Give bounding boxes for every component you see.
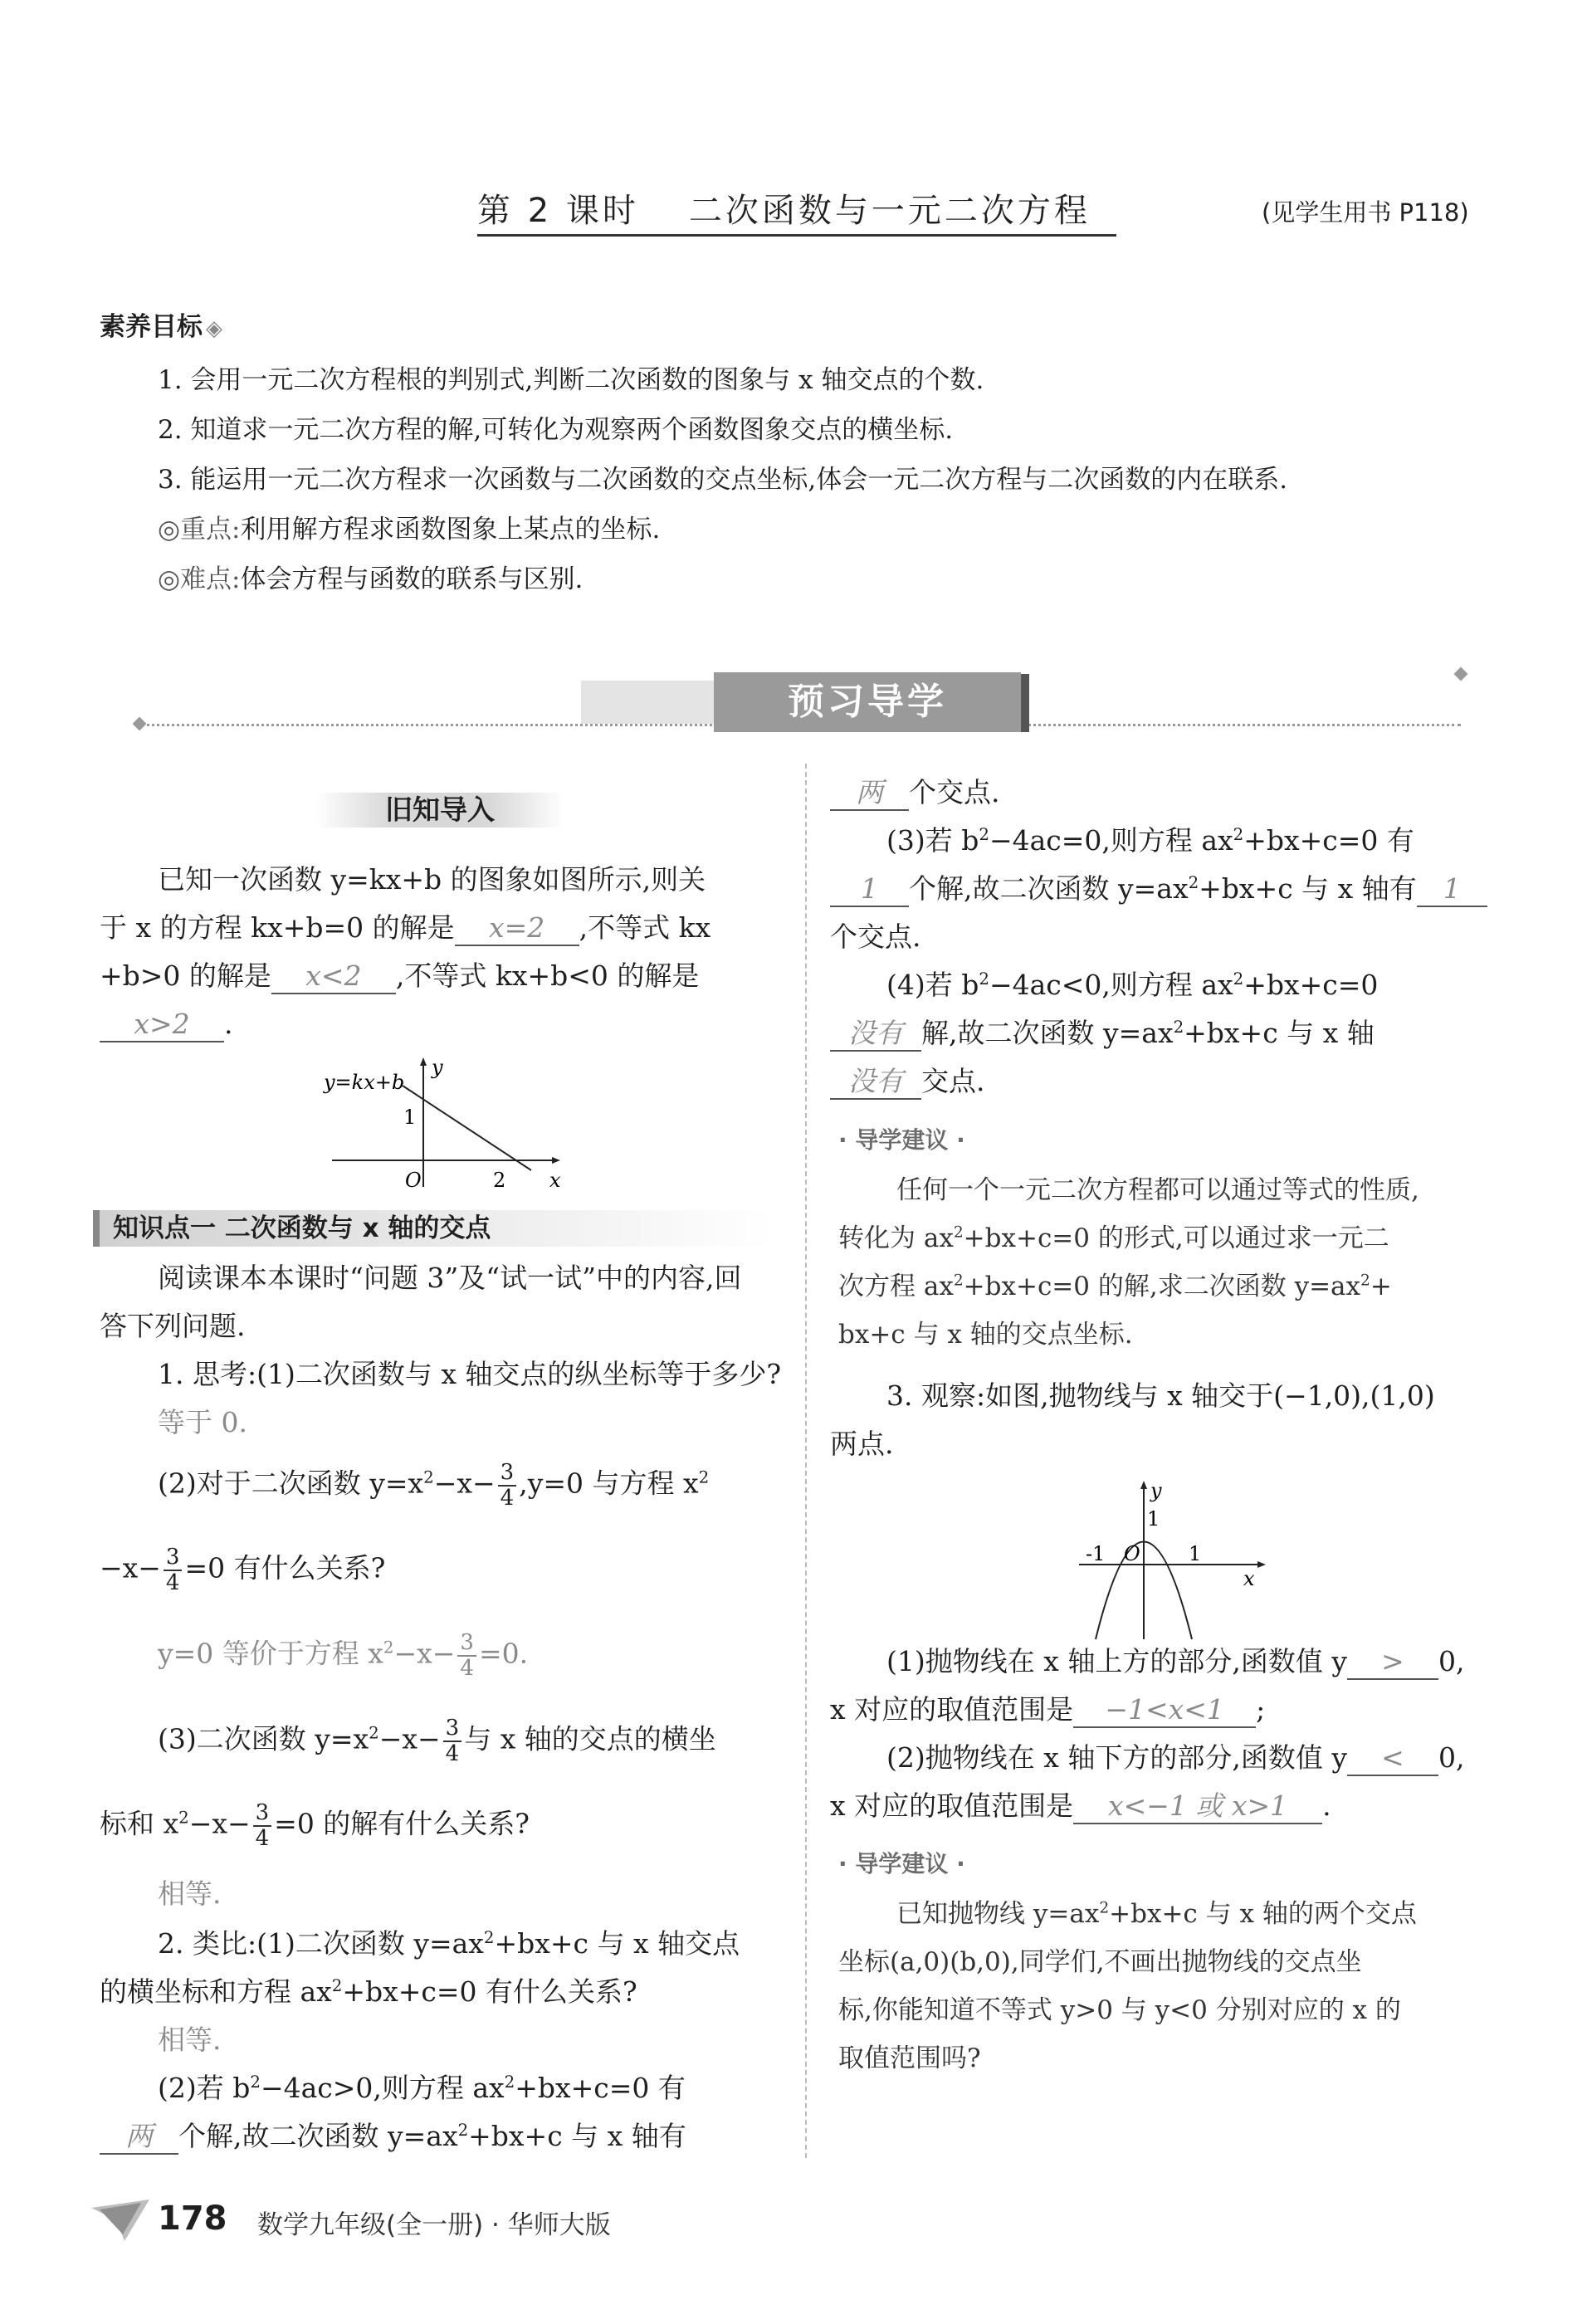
r2-a: (3)若 b [886,824,979,857]
fraction-three-quarters [498,1461,517,1510]
square-sup: 2 [383,1638,394,1658]
fraction-three-quarters [164,1545,183,1594]
lesson-title [477,184,1091,232]
right-line-6 [830,1017,1375,1052]
p2-b: ; [1256,1693,1266,1726]
guide-1-line-2 [838,1217,1389,1254]
p3-a: (2)抛物线在 x 轴下方的部分,函数值 y [886,1741,1347,1774]
r7-text: 交点. [921,1065,985,1097]
answer-blank: 1 [1417,872,1487,907]
r5-b: −4ac<0,则方程 ax [989,969,1233,1001]
square-sup: 2 [331,1976,343,1995]
right-line-4: 个交点. [830,920,921,953]
q13-c: 与 x 轴的交点的横坐 [464,1722,716,1755]
parabola-graph [1071,1477,1270,1643]
study-guide-label-2: · 导学建议 · [838,1850,965,1877]
q22-c: +bx+c=0 有 [515,2072,686,2104]
key-point-text: 利用解方程求函数图象上某点的坐标. [240,515,661,544]
q22-a: (2)若 b [158,2072,251,2104]
square-sup: 2 [483,1928,495,1947]
banner-title: 预习导学 [714,672,1021,732]
linear-function-graph [315,1054,564,1204]
banner-shadow [581,681,714,724]
answer-blank: x<−1 或 x>1 [1073,1789,1322,1824]
right-line-2 [886,824,1414,857]
square-sup: 2 [178,1808,189,1828]
square-sup: 2 [457,2121,469,2140]
r6-a: 解,故二次函数 y=ax [921,1017,1174,1049]
answer-1-2 [158,1631,528,1680]
answer-blank: < [1347,1741,1438,1776]
square-sup: 2 [979,969,989,989]
q21-b: +bx+c 与 x 轴交点 [494,1927,740,1960]
rule-end-right-icon [1454,667,1468,681]
page-number: 178 [158,2200,227,2238]
reference-note: (见学生用书 P118) [1262,198,1469,227]
frac-den: 4 [255,1825,270,1851]
q12-a: (2)对于二次函数 y=x [158,1467,424,1500]
answer-blank: 两 [830,776,909,811]
q12-e: =0 有什么关系? [184,1551,386,1584]
square-sup: 2 [504,2073,515,2092]
h1-b: +bx+c 与 x 轴的两个交点 [1109,1899,1417,1929]
right-line-3 [830,872,1487,907]
square-sup: 2 [1173,1018,1184,1037]
intro-2-text: 于 x 的方程 kx+b=0 的解是 [100,911,455,944]
guide-1-line-3 [838,1265,1392,1302]
parabola-q1-line-1 [886,1645,1464,1680]
goal-item-1: 1. 会用一元二次方程根的判别式,判断二次函数的图象与 x 轴交点的个数. [158,365,984,395]
q13-d: 标和 x [100,1807,179,1840]
square-sup: 2 [369,1723,379,1743]
parabola-q1-line-2 [830,1693,1265,1728]
q21-d: +bx+c=0 有什么关系? [342,1975,637,2008]
guide-1-line-1: 任何一个一元二次方程都可以通过等式的性质, [896,1175,1419,1205]
difficulty-point [158,558,583,595]
key-point-label: ◎重点: [158,515,241,544]
square-sup: 2 [698,1467,710,1487]
q13-e: −x− [188,1807,251,1840]
q22-b: −4ac>0,则方程 ax [260,2072,505,2104]
diamond-arrow-icon: ◈ [206,316,222,341]
a12-c: =0. [478,1637,529,1670]
question-1-3-line-1 [158,1716,716,1765]
read-line-1: 阅读课本本课时“问题 3”及“试一试”中的内容,回 [158,1262,742,1294]
study-guide-label-1: · 导学建议 · [838,1126,965,1154]
square-sup: 2 [979,825,989,844]
intro-line-2 [100,911,710,946]
answer-blank: −1<x<1 [1073,1693,1256,1728]
intro-2-tail: ,不等式 kx [579,911,711,944]
q13-a: (3)二次函数 y=x [158,1722,369,1755]
right-line-5 [886,969,1378,1002]
origin-label: O [1124,1542,1140,1565]
square-sup: 2 [953,1223,964,1242]
frac-den: 4 [460,1655,474,1681]
q22-e: +bx+c 与 x 轴有 [468,2120,686,2152]
square-sup: 2 [250,2073,261,2092]
intro-line-3 [100,959,699,994]
rule-end-left-icon [133,717,147,731]
r3-b: +bx+c 与 x 轴有 [1199,872,1417,905]
p1-a: (1)抛物线在 x 轴上方的部分,函数值 y [886,1645,1347,1677]
frac-den: 4 [165,1570,180,1595]
p3-b: 0, [1438,1741,1465,1774]
parabola-q2-line-2 [830,1789,1331,1824]
line-kx-b [403,1086,531,1170]
y-axis-label: y [1150,1479,1162,1502]
q12-b: −x− [433,1467,496,1500]
difficulty-label: ◎难点: [158,564,241,594]
q21-a: 2. 类比:(1)二次函数 y=ax [158,1927,484,1960]
question-1-3-line-2 [100,1801,530,1850]
neg-one-label: -1 [1086,1542,1106,1565]
square-sup: 2 [1360,1272,1370,1290]
r1-text: 个交点. [909,776,1000,808]
frac-num: 3 [253,1801,272,1827]
guide-2-line-3: 标,你能知道不等式 y>0 与 y<0 分别对应的 x 的 [838,1995,1401,2025]
answer-blank: x=2 [455,911,579,946]
r3-a: 个解,故二次函数 y=ax [909,872,1189,905]
book-title: 数学九年级(全一册) · 华师大版 [257,2210,611,2240]
answer-blank: 没有 [830,1065,921,1100]
frac-num: 3 [443,1716,462,1742]
fraction-three-quarters [253,1801,272,1850]
answer-blank: 两 [100,2120,178,2155]
question-2-1-line-2 [100,1975,637,2009]
x-axis-arrow-icon [1257,1561,1266,1568]
lesson-number: 第 2 课时 [477,192,639,230]
r2-b: −4ac=0,则方程 ax [989,824,1233,857]
y-intercept-label: 1 [403,1106,417,1129]
answer-blank: 没有 [830,1017,921,1052]
parabola-q2-line-1 [886,1741,1464,1776]
intro-line-1: 已知一次函数 y=kx+b 的图象如图所示,则关 [158,863,706,896]
q21-c: 的横坐标和方程 ax [100,1975,332,2008]
square-sup: 2 [1188,873,1199,892]
guide-2-line-1 [896,1892,1417,1930]
q13-b: −x− [378,1722,441,1755]
x-axis-arrow-icon [552,1157,560,1164]
x-intercept-label: 2 [493,1169,506,1192]
question-1-1: 1. 思考:(1)二次函数与 x 轴交点的纵坐标等于多少? [158,1358,782,1390]
intro-3-text: +b>0 的解是 [100,959,271,992]
observe-line-1: 3. 观察:如图,抛物线与 x 轴交于(−1,0),(1,0) [886,1379,1435,1412]
title-underline [477,234,1116,237]
banner-cap [1021,674,1029,732]
intro-4-tail: . [224,1008,233,1040]
a12-b: −x− [393,1637,456,1670]
square-sup: 2 [1099,1899,1110,1917]
goal-item-2: 2. 知道求一元二次方程的解,可转化为观察两个函数图象交点的横坐标. [158,415,954,445]
question-2-1-line-1 [158,1927,740,1960]
question-1-2-line-1 [158,1461,709,1510]
intro-3-tail: ,不等式 kx+b<0 的解是 [395,959,700,992]
intro-line-4 [100,1008,233,1042]
lesson-name: 二次函数与一元二次方程 [688,192,1091,230]
r5-c: +bx+c=0 [1243,969,1379,1001]
goals-heading-text: 素养目标 [100,312,203,342]
answer-2-1: 相等. [158,2024,222,2056]
p4-b: . [1322,1789,1331,1822]
read-line-2: 答下列问题. [100,1310,246,1342]
right-line-7 [830,1065,985,1100]
key-point [158,508,660,545]
answer-1-1: 等于 0. [158,1406,247,1438]
line-equation-label: y=kx+b [324,1071,405,1094]
answer-1-3: 相等. [158,1877,222,1910]
r2-c: +bx+c=0 有 [1243,824,1414,857]
square-sup: 2 [1233,969,1244,989]
r6-b: +bx+c 与 x 轴 [1184,1017,1375,1049]
q22-d: 个解,故二次函数 y=ax [178,2120,458,2152]
answer-blank: x>2 [100,1008,224,1042]
g3-c: + [1370,1272,1392,1301]
q12-c: ,y=0 与方程 x [519,1467,699,1500]
y-axis-label: y [432,1056,443,1079]
knowledge-point-heading: 知识点一 二次函数与 x 轴的交点 [93,1210,774,1247]
guide-2-line-4: 取值范围吗? [838,2043,981,2073]
r5-a: (4)若 b [886,969,979,1001]
one-label: 1 [1189,1542,1202,1565]
fraction-three-quarters [457,1631,476,1680]
h1-a: 已知抛物线 y=ax [896,1899,1100,1929]
p1-b: 0, [1438,1645,1465,1677]
y-axis-arrow-icon [420,1057,427,1066]
p2-a: x 对应的取值范围是 [830,1693,1074,1726]
guide-1-line-4: bx+c 与 x 轴的交点坐标. [838,1320,1133,1350]
guide-2-line-2: 坐标(a,0)(b,0),同学们,不画出抛物线的交点坐 [838,1947,1362,1977]
q13-f: =0 的解有什么关系? [274,1807,530,1840]
difficulty-text: 体会方程与函数的联系与区别. [240,564,584,594]
question-1-2-line-2 [100,1545,385,1594]
fraction-three-quarters [443,1716,462,1765]
answer-blank: > [1347,1645,1438,1680]
goals-heading [100,305,222,343]
x-axis-label: x [1243,1567,1255,1590]
a12-a: y=0 等价于方程 x [158,1637,383,1670]
x-axis-label: x [549,1169,561,1192]
frac-num: 3 [164,1545,183,1571]
answer-blank: 1 [830,872,909,907]
origin-label: O [405,1169,422,1192]
observe-line-2: 两点. [830,1428,894,1460]
g3-a: 次方程 ax [838,1272,954,1301]
g3-b: +bx+c=0 的解,求二次函数 y=ax [963,1272,1361,1301]
p4-a: x 对应的取值范围是 [830,1789,1074,1822]
frac-den: 4 [500,1485,515,1511]
question-2-2-line-2 [100,2120,686,2155]
right-line-1 [830,776,1000,811]
frac-num: 3 [457,1631,476,1657]
g2-a: 转化为 ax [838,1223,954,1253]
y-axis-arrow-icon [1140,1481,1147,1489]
goal-item-3: 3. 能运用一元二次方程求一次函数与二次函数的交点坐标,体会一元二次方程与二次函数的内在联系. [158,465,1288,495]
square-sup: 2 [953,1272,964,1290]
column-divider [805,764,807,2158]
square-sup: 2 [1233,825,1244,844]
frac-num: 3 [498,1461,517,1487]
page-corner-icon [91,2200,149,2241]
question-2-2-line-1 [158,2072,686,2105]
old-knowledge-heading: 旧知导入 [315,793,564,828]
q12-d: −x− [100,1551,161,1584]
square-sup: 2 [423,1467,434,1487]
frac-den: 4 [445,1741,460,1766]
answer-blank: x<2 [271,959,396,994]
g2-b: +bx+c=0 的形式,可以通过求一元二 [963,1223,1389,1253]
vertex-label: 1 [1147,1507,1160,1531]
